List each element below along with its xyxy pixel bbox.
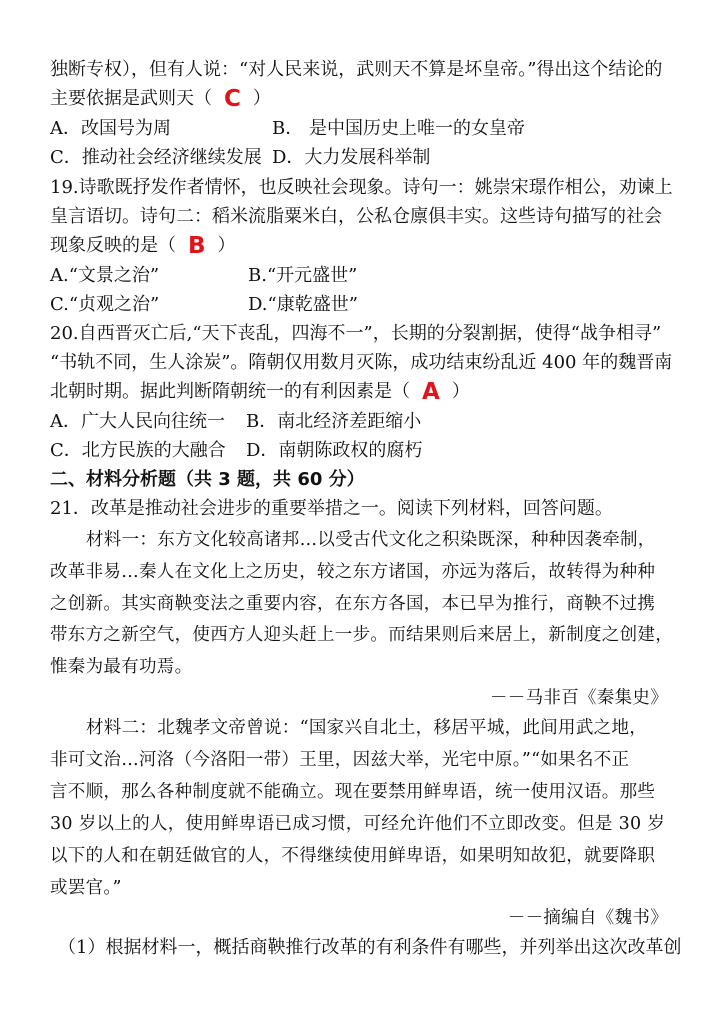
q20-option-c: C．北方民族的大融合 [50, 440, 226, 461]
q20-answer: A [422, 379, 440, 405]
q18-stem-line2 [50, 87, 271, 111]
q21-stem: 21．改革是推动社会进步的重要举措之一。阅读下列材料，回答问题。 [50, 498, 613, 519]
q19-option-b: B.“开元盛世” [248, 265, 358, 286]
q20-stem-close: ） [451, 381, 470, 402]
q19-option-c: C.“贞观之治” [50, 294, 160, 315]
q19-options-row2 [50, 293, 358, 317]
q18-option-a: A．改国号为周 [50, 118, 171, 139]
q21-material1-source: －－马非百《秦集史》 [490, 688, 668, 708]
q21-material1-line: 材料一：东方文化较高诸邦…以受古代文化之积染既深，种种因袭牵制， [86, 530, 656, 550]
q21-material2-line: 言不顺，那么各种制度就不能确立。现在要禁用鲜卑语，统一使用汉语。那些 [50, 782, 656, 802]
q21-material1-line: 惟秦为最有功焉。 [50, 657, 193, 677]
q19-stem-line3 [50, 234, 236, 258]
q19-stem-close: ） [217, 235, 236, 256]
q21-material2-line: 非可文治…河洛（今洛阳一带）王里，因兹大举，光宅中原。”“如果名不正 [50, 750, 630, 770]
q21-material1-line: 带东方之新空气，使西方人迎头赶上一步。而结果则后来居上，新制度之创建， [50, 625, 673, 645]
q20-stem-line2: “书轨不同，生人涂炭”。隋朝仅用数月灭陈，成功结束纷乱近 400 年的魏晋南 [50, 352, 673, 373]
q19-stem-line1: 19.诗歌既抒发作者情怀，也反映社会现象。诗句一：姚崇宋璟作相公，劝谏上 [50, 177, 673, 198]
q18-options-row1 [50, 117, 525, 141]
q21-material2-line: 30 岁以上的人，使用鲜卑语已成习惯，可经允许他们不立即改变。但是 30 岁 [50, 814, 666, 834]
q18-stem-line1: 独断专权），但有人说：“对人民来说，武则天不算是坏皇帝。”得出这个结论的 [50, 59, 663, 80]
q19-option-d: D.“康乾盛世” [248, 294, 358, 315]
q20-stem-text: 北朝时期。据此判断隋朝统一的有利因素是（ [50, 381, 410, 402]
q21-material2-line: 或罢官。” [50, 878, 122, 898]
q21-material2-line: 材料二：北魏孝文帝曾说：“国家兴自北土，移居平城，此间用武之地， [86, 718, 648, 738]
q18-option-d: D．大力发展科举制 [272, 147, 431, 168]
q18-options-row2 [50, 146, 430, 170]
q18-option-b: B． 是中国历史上唯一的女皇帝 [272, 118, 525, 139]
q19-stem-text: 现象反映的是（ [50, 235, 176, 256]
q21-sub1: （1）根据材料一，概括商鞅推行改革的有利条件有哪些，并列举出这次改革创 [58, 937, 682, 958]
q21-material1-line: 之创新。其实商鞅变法之重要内容，在东方各国，本已早为推行，商鞅不过携 [50, 594, 656, 614]
q19-option-a: A.“文景之治” [50, 265, 160, 286]
q20-stem-line1: 20.自西晋灭亡后,“天下丧乱，四海不一”，长期的分裂割据，使得“战争相寻” [50, 323, 662, 344]
q20-stem-line3 [50, 380, 470, 404]
q18-answer: C [224, 86, 241, 112]
q20-options-row1 [50, 410, 421, 434]
q19-answer: B [188, 233, 206, 259]
q19-options-row1 [50, 264, 357, 288]
q18-stem-close: ） [252, 88, 271, 109]
section2-title: 二、材料分析题（共 3 题，共 60 分） [50, 469, 365, 490]
q20-option-a: A．广大人民向往统一 [50, 411, 225, 432]
q19-stem-line2: 皇言语切。诗句二：稻米流脂粟米白，公私仓廪俱丰实。这些诗句描写的社会 [50, 206, 662, 227]
q20-option-b: B．南北经济差距缩小 [246, 411, 422, 432]
q18-stem-text: 主要依据是武则天（ [50, 88, 212, 109]
q21-material2-line: 以下的人和在朝廷做官的人，不得继续使用鲜卑语，如果明知故犯，就要降职 [50, 846, 656, 866]
q21-material2-source: －－摘编自《魏书》 [507, 908, 668, 928]
q18-option-c: C．推动社会经济继续发展 [50, 147, 262, 168]
q21-material1-line: 改革非易…秦人在文化上之历史，较之东方诸国，亦远为落后，故转得为种种 [50, 562, 656, 582]
q20-option-d: D．南朝陈政权的腐朽 [246, 440, 423, 461]
q20-options-row2 [50, 439, 422, 463]
